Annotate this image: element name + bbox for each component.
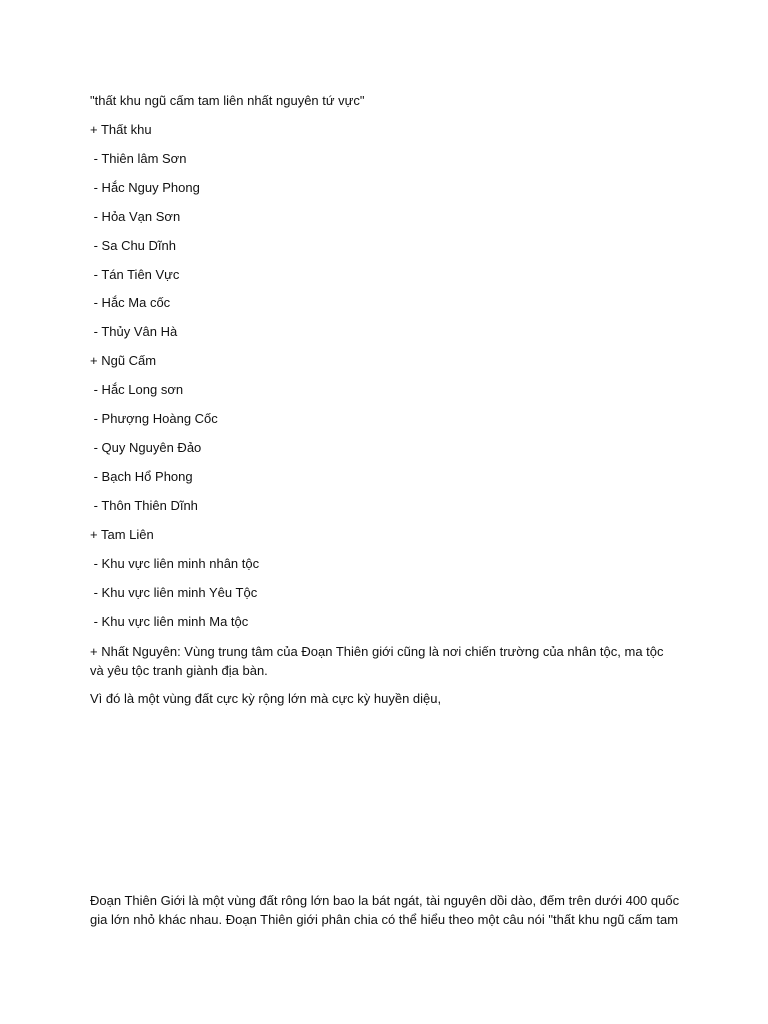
title-quote: "thất khu ngũ cấm tam liên nhất nguyên tứ vực" [90,93,365,108]
list-item: - Phượng Hoàng Cốc [90,411,218,426]
list-item: - Khu vực liên minh Yêu Tộc [90,585,258,600]
list-item: - Hỏa Vạn Sơn [90,209,181,224]
list-item: - Thôn Thiên Dĩnh [90,498,198,513]
list-item: - Khu vực liên minh Ma tộc [90,614,249,629]
list-item: - Khu vực liên minh nhân tộc [90,556,260,571]
nhat-nguyen-paragraph: + Nhất Nguyên: Vùng trung tâm của Đoạn Thiên giới cũng là nơi chiến trường của nhân tộc, ma tộc và yêu tộc tranh giành địa bàn. [90,644,664,678]
list-item: - Quy Nguyên Đảo [90,440,202,455]
section-heading-tam-lien: + Tam Liên [90,527,154,542]
bottom-paragraph: Đoạn Thiên Giới là một vùng đất rông lớn bao la bát ngát, tài nguyên dồi dào, đếm trên dưới 400 quốc gia lớn nhỏ khác nhau. Đoạn Thiên giới phân chia có thể hiểu theo một câu nói "thất khu ngũ cấm tam [90,893,680,927]
list-item: - Thủy Vân Hà [90,324,178,339]
list-item: - Tán Tiên Vực [90,267,180,282]
list-item: - Hắc Ma cốc [90,295,171,310]
list-item: - Hắc Nguy Phong [90,180,200,195]
list-item: - Thiên lâm Sơn [90,151,187,166]
section-heading-ngu-cam: + Ngũ Cấm [90,353,157,368]
list-item: - Hắc Long sơn [90,382,184,397]
list-item: - Bạch Hổ Phong [90,469,193,484]
closing-line: Vì đó là một vùng đất cực kỳ rộng lớn mà cực kỳ huyền diệu, [90,691,442,706]
list-item: - Sa Chu Dĩnh [90,238,176,253]
section-heading-that-khu: + Thất khu [90,122,152,137]
